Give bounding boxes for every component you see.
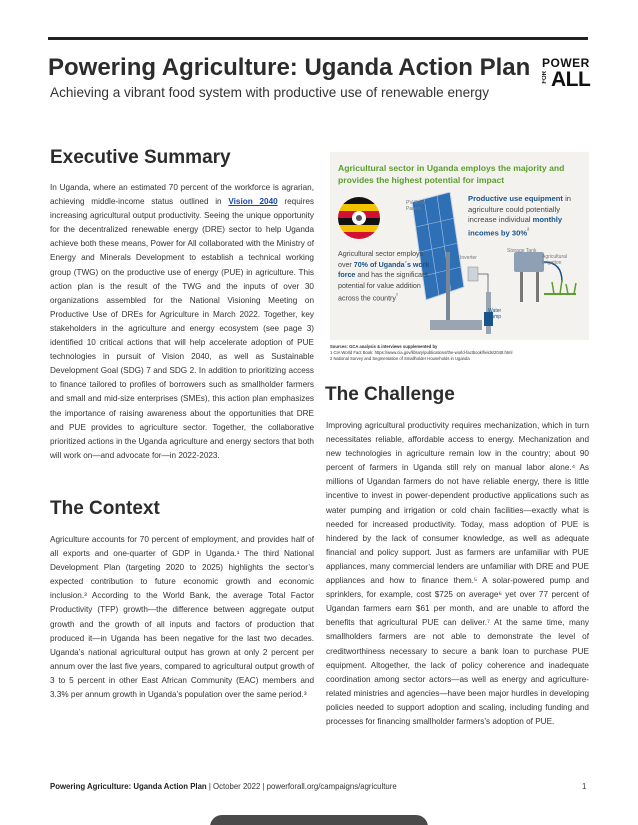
document-subtitle: Achieving a vibrant food system with productive use of renewable energy — [50, 85, 490, 100]
infographic-title: Agricultural sector in Uganda employs the majority and provides the highest potential for impact — [338, 163, 565, 185]
challenge-paragraph: Improving agricultural productivity requires mechanization, which in turn necessitates reliable, affordable access to energy. Mechanization and new technologies in agriculture remain low in the country; about 90 percent of farmers in Uganda still rely on manual labor alone.⁴ As millions of Ugandan farmers do not have reliable energy, there is little incentive to invest in power-dependent productive applications such as water pumping and irrigation or cold chain facilities—exactly what is needed for increased productivity. Today, mass adoption of PUE is hindered by the lack of consumer knowledge, as well as adequate financial and policy support. Just as farmers are unfamiliar with PUE appliances, many commercial lenders are unfamiliar with DRE and PUE appliances and how to finance them.⁵ A solar-powered pump and sprinklers, for example, cost $725 on average⁶ yet over 77 percent of Ugandan farmers earn $61 per month, and are unable to afford the benefits that agricultural PUE can deliver.⁷ At the same time, many smallholders farmers are not able to demonstrate the level of creditworthiness necessary to secure a bank loan to purchase PUE equipment. Altogether, the lack of policy coherence and inadequate coordination among sector actors—as well as energy and agriculture-related ministries and agencies—have been major hurdles in developing policies needed to support adoption and scaling, including funding and processes for financing smallholder farmers’s adoption of PUE. — [326, 421, 589, 726]
label-irrigation: Agricultural Irrigation — [542, 254, 568, 266]
context-paragraph: Agriculture accounts for 70 percent of employment, and provides half of all exports and one-quarter of GDP in Uganda.¹ The third National Development Plan (targeting 2020 to 2025) highlights the sector’s expected contribution to future economic growth and economic inclusion.³ According to the World Bank, the average Total Factor Productivity (TFP) growth—the difference between aggregate output growth and the growth of all inputs and factors of production that produced it—in Uganda has been negative for the last two decades. Uganda’s national agricultural output has grown at only 2 percent per annum over the last five years, compared to agricultural output growth of 3 to 5 percent in other East African Community (EAC) members and 3.3% per annum growth in Uganda’s population over the same period.³ — [50, 535, 314, 700]
infographic-panel — [330, 152, 589, 340]
logo-all: ALL — [551, 68, 591, 91]
context-heading: The Context — [50, 498, 160, 519]
executive-summary-heading: Executive Summary — [50, 147, 231, 168]
header-rule — [48, 37, 588, 40]
logo-power: POWER — [542, 56, 590, 70]
infographic-pue-callout: Productive use equipment in agriculture could potentially increase individual monthly incomes by 30%$^{^2}$ — [468, 194, 571, 238]
document-title: Powering Agriculture: Uganda Action Plan — [48, 54, 531, 81]
power-for-all-logo[interactable] — [542, 56, 591, 96]
label-inverter: Inverter — [460, 255, 477, 261]
label-pv-panels: PV Solar Panels — [406, 200, 426, 212]
label-storage-tank: Storage Tank — [507, 248, 537, 254]
vision-2040-link[interactable]: Vision 2040 — [228, 197, 278, 207]
logo-for: FOR — [542, 71, 548, 84]
uganda-flag — [338, 197, 380, 239]
infographic-sources: Sources: GCA analysis & interviews supplemented by 1 CIA World Fact Book: https://www.cia.gov/library/publications/the-world-factbook/fields/2048.html 2 National Survey and Segmentation of Smallholder Households in Uganda — [330, 344, 513, 361]
page-number: 1 — [582, 782, 587, 791]
viewer-toolbar-pill[interactable] — [210, 815, 428, 825]
infographic-workforce-callout: Agricultural sector employs over 70% of Uganda´s work force and has the significant potential for value addition across the country$^{^1}$ — [338, 250, 430, 303]
label-water-pump: Water Pump — [488, 308, 502, 320]
page-footer: Powering Agriculture: Uganda Action Plan | October 2022 | powerforall.org/campaigns/agriculture — [50, 782, 397, 791]
challenge-heading: The Challenge — [325, 384, 455, 405]
executive-summary-paragraph: In Uganda, where an estimated 70 percent of the workforce is agrarian, achieving middle-income status outlined in Vision 2040 requires increasing agricultural output productivity. Seeing the unique opportunity for the decentralized renewable energy (DRE) sector to help Uganda achieve both these means, Power for All collaborated with the Ministry of Energy and Minerals Development to establish a technical working group (TWG) on the productive use of energy (PUE) in agriculture. This action plan is the result of the TWG and the inputs of over 30 organizations assembled for the National Visioning Meeting on Productive Use of DREs for Agriculture in March 2022. Together, key stakeholders in the agriculture and energy ecosystem (see page 3) identified 10 critical actions that will help accelerate adoption of PUE technologies in pursuit of Vision 2040, as well as Sustainable Development Goal (SDG) 7 and SDG 2. In addition to prioritizing access to finance tailored to profiles of borrowers such as smallholder farmers and small and mid-size enterprises (SMEs), this action plan emphasizes the importance of raising awareness about the opportunities that DRE and PUE provides to agriculture sector. Together, the collaborative prioritized actions in the Uganda agriculture and energy sectors that both will work on—and advocate for—in 2022-2023. — [50, 183, 314, 460]
